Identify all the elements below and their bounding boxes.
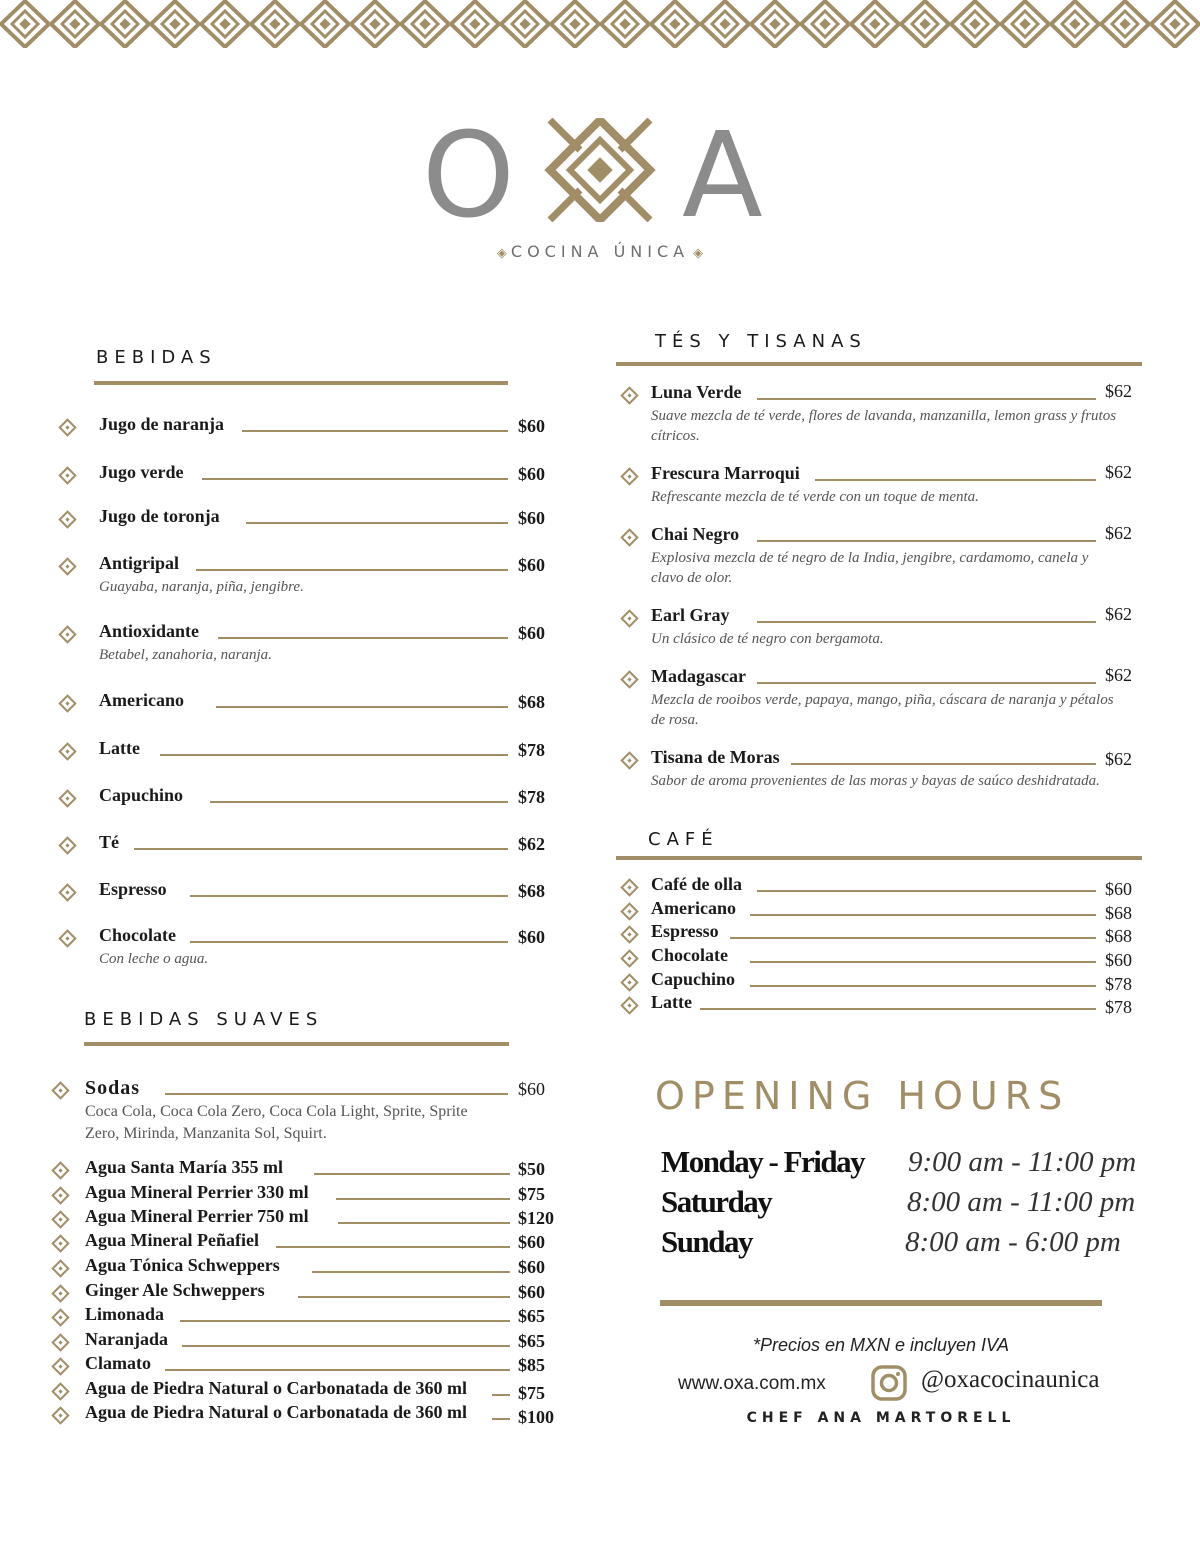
dotted-leader	[700, 1008, 1096, 1010]
item-name: Jugo verde	[99, 462, 184, 482]
logo-letter-o: O	[422, 118, 515, 222]
logo-letter-a: A	[682, 118, 763, 222]
item-description: Betabel, zanahoria, naranja.	[99, 647, 272, 663]
item-price: $78	[518, 740, 545, 760]
item-price: $60	[518, 1257, 545, 1277]
item-description: Un clásico de té negro con bergamota.	[651, 631, 884, 647]
item-price: $85	[518, 1355, 545, 1375]
diamond-bullet-icon	[51, 1406, 69, 1424]
section-rule	[94, 381, 508, 385]
item-name: Latte	[99, 738, 140, 758]
dotted-leader	[730, 937, 1096, 939]
item-price: $65	[518, 1331, 545, 1351]
dotted-leader	[134, 848, 508, 850]
dotted-leader	[218, 637, 508, 639]
dotted-leader	[190, 895, 508, 897]
website-link[interactable]: www.oxa.com.mx	[678, 1373, 826, 1394]
dotted-leader	[757, 890, 1096, 892]
item-price: $62	[518, 834, 545, 854]
item-name: Chocolate	[99, 925, 176, 945]
item-description: Guayaba, naranja, piña, jengibre.	[99, 579, 304, 595]
item-name: Agua Mineral Perrier 330 ml	[85, 1182, 309, 1202]
item-price: $68	[518, 692, 545, 712]
diamond-bullet-icon	[620, 996, 638, 1014]
diamond-bullet-icon	[51, 1284, 69, 1302]
diamond-bullet-icon	[51, 1357, 69, 1375]
diamond-bullet-icon	[51, 1081, 69, 1099]
dotted-leader	[180, 1320, 510, 1322]
diamond-bullet-icon	[58, 510, 76, 528]
chef-credit: CHEF ANA MARTORELL	[746, 1410, 1016, 1426]
item-description: Refrescante mezcla de té verde con un toque de menta.	[651, 489, 979, 505]
item-name: Antigripal	[99, 553, 180, 573]
diamond-bullet-icon	[51, 1210, 69, 1228]
diamond-icon: ◈	[693, 246, 704, 261]
diamond-bullet-icon	[51, 1382, 69, 1400]
diamond-bullet-icon	[58, 789, 76, 807]
item-name: Madagascar	[651, 666, 746, 686]
item-price: $60	[518, 1232, 545, 1252]
hours-rule	[660, 1300, 1102, 1306]
item-price: $62	[1105, 604, 1132, 624]
diamond-bullet-icon	[58, 836, 76, 854]
hours-time-sunday: 8:00 am - 6:00 pm	[905, 1226, 1121, 1258]
item-price: $100	[518, 1407, 554, 1427]
dotted-leader	[196, 569, 508, 571]
item-description: Coca Cola, Coca Cola Zero, Coca Cola Light, Sprite, Sprite Zero, Mirinda, Manzanita Sol, Squirt.	[85, 1103, 468, 1142]
item-description: Suave mezcla de té verde, flores de lavanda, manzanilla, lemon grass y frutos cítricos.	[651, 408, 1117, 444]
dotted-leader	[165, 1093, 508, 1095]
item-name: Chocolate	[651, 945, 728, 965]
item-price: $62	[1105, 665, 1132, 685]
item-name: Americano	[651, 898, 736, 918]
diamond-bullet-icon	[51, 1234, 69, 1252]
item-name: Antioxidante	[99, 621, 200, 641]
item-price: $78	[1105, 974, 1132, 994]
item-price: $120	[518, 1208, 554, 1228]
dotted-leader	[338, 1222, 510, 1224]
item-name: Capuchino	[99, 785, 184, 805]
item-price: $60	[518, 623, 545, 643]
hours-time-saturday: 8:00 am - 11:00 pm	[907, 1186, 1136, 1218]
item-price: $68	[518, 881, 545, 901]
item-price: $60	[518, 1079, 545, 1099]
price-note: *Precios en MXN e incluyen IVA	[752, 1335, 1010, 1355]
dotted-leader	[750, 961, 1096, 963]
diamond-bullet-icon	[51, 1259, 69, 1277]
diamond-bullet-icon	[58, 694, 76, 712]
item-name: Agua Mineral Peñafiel	[85, 1230, 259, 1250]
item-name: Limonada	[85, 1304, 165, 1324]
tagline-text: COCINA ÚNICA	[510, 242, 690, 261]
item-description: Mezcla de rooibos verde, papaya, mango, piña, cáscara de naranja y pétalos de rosa.	[651, 692, 1114, 728]
diamond-bullet-icon	[620, 467, 638, 485]
dotted-leader	[210, 801, 508, 803]
item-name: Clamato	[85, 1353, 151, 1373]
diamond-bullet-icon	[620, 949, 638, 967]
item-name: Latte	[651, 992, 692, 1012]
item-name: Earl Gray	[651, 605, 730, 625]
dotted-leader	[791, 763, 1096, 765]
diamond-icon: ◈	[496, 246, 507, 261]
diamond-bullet-icon	[51, 1308, 69, 1326]
item-name: Espresso	[99, 879, 167, 899]
item-name: Ginger Ale Schweppers	[85, 1280, 265, 1300]
diamond-bullet-icon	[620, 751, 638, 769]
hours-day-weekdays: Monday - Friday	[661, 1144, 865, 1179]
dotted-leader	[202, 478, 508, 480]
diamond-bullet-icon	[51, 1186, 69, 1204]
item-name: Tisana de Moras	[651, 747, 780, 767]
diamond-bullet-icon	[51, 1161, 69, 1179]
dotted-leader	[190, 941, 508, 943]
item-price: $60	[518, 508, 545, 528]
section-title-cafe: CAFÉ	[648, 829, 719, 850]
item-price: $60	[518, 555, 545, 575]
opening-hours-title: OPENING HOURS	[655, 1074, 1070, 1118]
item-price: $60	[518, 464, 545, 484]
dotted-leader	[336, 1198, 510, 1200]
diamond-bullet-icon	[620, 386, 638, 404]
item-name: Capuchino	[651, 969, 736, 989]
diamond-bullet-icon	[58, 929, 76, 947]
section-title-bebidas-suaves: BEBIDAS SUAVES	[84, 1009, 324, 1030]
dotted-leader	[750, 914, 1096, 916]
decorative-border	[0, 0, 1200, 48]
dotted-leader	[276, 1246, 510, 1248]
item-name: Agua de Piedra Natural o Carbonatada de 360 ml	[85, 1402, 467, 1422]
item-price: $62	[1105, 523, 1132, 543]
section-rule	[616, 362, 1142, 366]
item-name: Frescura Marroqui	[651, 463, 800, 483]
dotted-leader	[160, 754, 508, 756]
hours-day-sunday: Sunday	[661, 1224, 752, 1259]
dotted-leader	[757, 540, 1096, 542]
diamond-bullet-icon	[620, 670, 638, 688]
item-price: $75	[518, 1383, 545, 1403]
diamond-bullet-icon	[620, 902, 638, 920]
section-rule	[84, 1042, 509, 1046]
logo-x-pattern-icon	[550, 120, 650, 220]
section-title-bebidas: BEBIDAS	[96, 347, 217, 368]
item-price: $60	[518, 416, 545, 436]
dotted-leader	[165, 1369, 510, 1371]
item-name: Jugo de naranja	[99, 414, 225, 434]
item-name: Agua de Piedra Natural o Carbonatada de 360 ml	[85, 1378, 467, 1398]
item-price: $50	[518, 1159, 545, 1179]
item-name: Sodas	[85, 1077, 141, 1099]
instagram-handle[interactable]: @oxacocinaunica	[921, 1366, 1100, 1393]
diamond-bullet-icon	[58, 418, 76, 436]
dotted-leader	[757, 682, 1096, 684]
diamond-bullet-icon	[58, 466, 76, 484]
item-name: Agua Mineral Perrier 750 ml	[85, 1206, 309, 1226]
item-price: $60	[1105, 879, 1132, 899]
diamond-bullet-icon	[620, 878, 638, 896]
dotted-leader	[750, 985, 1096, 987]
diamond-bullet-icon	[58, 742, 76, 760]
item-name: Espresso	[651, 921, 719, 941]
dotted-leader	[757, 621, 1096, 623]
item-price: $60	[518, 927, 545, 947]
item-price: $68	[1105, 903, 1132, 923]
hours-day-saturday: Saturday	[661, 1184, 772, 1219]
item-name: Té	[99, 832, 119, 852]
item-name: Americano	[99, 690, 184, 710]
oxa-logo	[420, 118, 786, 222]
dotted-leader	[815, 479, 1096, 481]
item-description: Explosiva mezcla de té negro de la India, jengibre, cardamomo, canela y clavo de olor.	[651, 550, 1089, 586]
item-price: $78	[1105, 997, 1132, 1017]
dotted-leader	[757, 398, 1096, 400]
dotted-leader	[182, 1345, 510, 1347]
instagram-icon[interactable]	[871, 1365, 907, 1401]
diamond-bullet-icon	[620, 609, 638, 627]
item-price: $62	[1105, 462, 1132, 482]
item-price: $68	[1105, 926, 1132, 946]
tagline	[0, 242, 1200, 261]
diamond-bullet-icon	[58, 625, 76, 643]
section-title-tes: TÉS Y TISANAS	[655, 331, 867, 352]
item-name: Agua Santa María 355 ml	[85, 1157, 283, 1177]
dotted-leader	[246, 522, 508, 524]
diamond-bullet-icon	[620, 973, 638, 991]
section-rule	[616, 856, 1142, 860]
diamond-bullet-icon	[58, 883, 76, 901]
dotted-leader	[492, 1394, 510, 1396]
item-description: Con leche o agua.	[99, 951, 209, 967]
dotted-leader	[492, 1418, 510, 1420]
dotted-leader	[312, 1271, 510, 1273]
item-price: $78	[518, 787, 545, 807]
dotted-leader	[314, 1173, 510, 1175]
item-price: $60	[1105, 950, 1132, 970]
diamond-bullet-icon	[620, 528, 638, 546]
diamond-bullet-icon	[58, 557, 76, 575]
item-price: $62	[1105, 381, 1132, 401]
item-name: Jugo de toronja	[99, 506, 220, 526]
item-name: Naranjada	[85, 1329, 169, 1349]
item-price: $62	[1105, 749, 1132, 769]
diamond-bullet-icon	[620, 925, 638, 943]
dotted-leader	[242, 430, 508, 432]
dotted-leader	[216, 706, 508, 708]
dotted-leader	[298, 1296, 510, 1298]
item-price: $60	[518, 1282, 545, 1302]
item-name: Agua Tónica Schweppers	[85, 1255, 280, 1275]
diamond-bullet-icon	[51, 1333, 69, 1351]
item-price: $65	[518, 1306, 545, 1326]
item-name: Chai Negro	[651, 524, 740, 544]
item-name: Luna Verde	[651, 382, 742, 402]
item-name: Café de olla	[651, 874, 742, 894]
hours-time-weekdays: 9:00 am - 11:00 pm	[908, 1146, 1137, 1178]
item-price: $75	[518, 1184, 545, 1204]
item-description: Sabor de aroma provenientes de las moras y bayas de saúco deshidratada.	[651, 773, 1100, 789]
